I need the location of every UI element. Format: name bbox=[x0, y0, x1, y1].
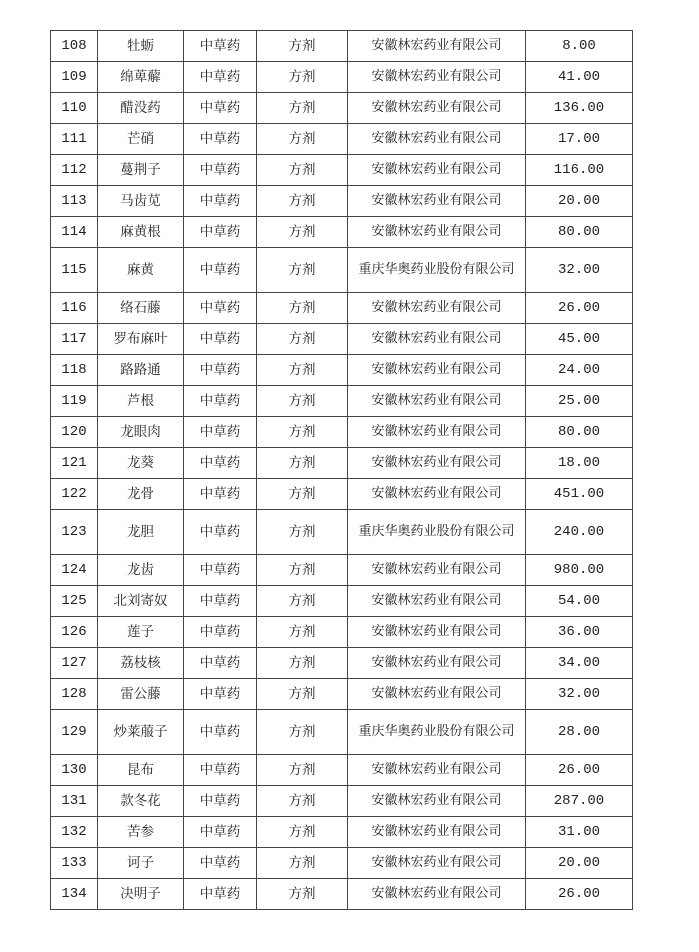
type-cell: 方剂 bbox=[257, 31, 348, 62]
drug-name-cell: 荔枝核 bbox=[98, 648, 184, 679]
supplier-cell: 安徽林宏药业有限公司 bbox=[348, 62, 526, 93]
amount-cell: 24.00 bbox=[526, 355, 633, 386]
category-cell: 中草药 bbox=[184, 786, 257, 817]
category-cell: 中草药 bbox=[184, 648, 257, 679]
category-cell: 中草药 bbox=[184, 448, 257, 479]
drug-name-cell: 苦参 bbox=[98, 817, 184, 848]
type-cell: 方剂 bbox=[257, 124, 348, 155]
type-cell: 方剂 bbox=[257, 710, 348, 755]
drug-name-cell: 牡蛎 bbox=[98, 31, 184, 62]
drug-name-cell: 路路通 bbox=[98, 355, 184, 386]
drug-name-cell: 络石藤 bbox=[98, 293, 184, 324]
category-cell: 中草药 bbox=[184, 324, 257, 355]
drug-name-cell: 决明子 bbox=[98, 879, 184, 910]
type-cell: 方剂 bbox=[257, 848, 348, 879]
amount-cell: 240.00 bbox=[526, 510, 633, 555]
category-cell: 中草药 bbox=[184, 124, 257, 155]
supplier-cell: 安徽林宏药业有限公司 bbox=[348, 817, 526, 848]
row-number-cell: 132 bbox=[51, 817, 98, 848]
category-cell: 中草药 bbox=[184, 879, 257, 910]
type-cell: 方剂 bbox=[257, 448, 348, 479]
row-number-cell: 110 bbox=[51, 93, 98, 124]
row-number-cell: 117 bbox=[51, 324, 98, 355]
supplier-cell: 重庆华奥药业股份有限公司 bbox=[348, 248, 526, 293]
row-number-cell: 134 bbox=[51, 879, 98, 910]
supplier-cell: 安徽林宏药业有限公司 bbox=[348, 448, 526, 479]
category-cell: 中草药 bbox=[184, 710, 257, 755]
type-cell: 方剂 bbox=[257, 586, 348, 617]
category-cell: 中草药 bbox=[184, 586, 257, 617]
amount-cell: 28.00 bbox=[526, 710, 633, 755]
type-cell: 方剂 bbox=[257, 648, 348, 679]
supplier-cell: 安徽林宏药业有限公司 bbox=[348, 417, 526, 448]
row-number-cell: 119 bbox=[51, 386, 98, 417]
row-number-cell: 115 bbox=[51, 248, 98, 293]
type-cell: 方剂 bbox=[257, 755, 348, 786]
amount-cell: 54.00 bbox=[526, 586, 633, 617]
drug-name-cell: 麻黄 bbox=[98, 248, 184, 293]
table-row bbox=[51, 755, 633, 786]
category-cell: 中草药 bbox=[184, 755, 257, 786]
amount-cell: 31.00 bbox=[526, 817, 633, 848]
table-row bbox=[51, 448, 633, 479]
category-cell: 中草药 bbox=[184, 617, 257, 648]
row-number-cell: 113 bbox=[51, 186, 98, 217]
type-cell: 方剂 bbox=[257, 355, 348, 386]
row-number-cell: 114 bbox=[51, 217, 98, 248]
amount-cell: 20.00 bbox=[526, 186, 633, 217]
drug-name-cell: 雷公藤 bbox=[98, 679, 184, 710]
type-cell: 方剂 bbox=[257, 248, 348, 293]
drug-name-cell: 芒硝 bbox=[98, 124, 184, 155]
row-number-cell: 130 bbox=[51, 755, 98, 786]
drug-name-cell: 马齿苋 bbox=[98, 186, 184, 217]
category-cell: 中草药 bbox=[184, 293, 257, 324]
type-cell: 方剂 bbox=[257, 879, 348, 910]
supplier-cell: 安徽林宏药业有限公司 bbox=[348, 355, 526, 386]
amount-cell: 34.00 bbox=[526, 648, 633, 679]
category-cell: 中草药 bbox=[184, 62, 257, 93]
type-cell: 方剂 bbox=[257, 324, 348, 355]
row-number-cell: 116 bbox=[51, 293, 98, 324]
supplier-cell: 安徽林宏药业有限公司 bbox=[348, 386, 526, 417]
amount-cell: 451.00 bbox=[526, 479, 633, 510]
table-row bbox=[51, 879, 633, 910]
table-row bbox=[51, 386, 633, 417]
amount-cell: 32.00 bbox=[526, 248, 633, 293]
supplier-cell: 安徽林宏药业有限公司 bbox=[348, 586, 526, 617]
amount-cell: 980.00 bbox=[526, 555, 633, 586]
table-row bbox=[51, 555, 633, 586]
amount-cell: 45.00 bbox=[526, 324, 633, 355]
category-cell: 中草药 bbox=[184, 679, 257, 710]
table-row bbox=[51, 786, 633, 817]
table-row bbox=[51, 186, 633, 217]
amount-cell: 26.00 bbox=[526, 755, 633, 786]
table-row bbox=[51, 293, 633, 324]
amount-cell: 41.00 bbox=[526, 62, 633, 93]
amount-cell: 8.00 bbox=[526, 31, 633, 62]
type-cell: 方剂 bbox=[257, 386, 348, 417]
category-cell: 中草药 bbox=[184, 386, 257, 417]
supplier-cell: 安徽林宏药业有限公司 bbox=[348, 93, 526, 124]
row-number-cell: 120 bbox=[51, 417, 98, 448]
supplier-cell: 安徽林宏药业有限公司 bbox=[348, 786, 526, 817]
category-cell: 中草药 bbox=[184, 817, 257, 848]
type-cell: 方剂 bbox=[257, 786, 348, 817]
drug-name-cell: 龙胆 bbox=[98, 510, 184, 555]
amount-cell: 287.00 bbox=[526, 786, 633, 817]
drug-procurement-table bbox=[50, 30, 633, 910]
drug-name-cell: 诃子 bbox=[98, 848, 184, 879]
type-cell: 方剂 bbox=[257, 293, 348, 324]
drug-name-cell: 醋没药 bbox=[98, 93, 184, 124]
row-number-cell: 126 bbox=[51, 617, 98, 648]
table-row bbox=[51, 586, 633, 617]
row-number-cell: 108 bbox=[51, 31, 98, 62]
supplier-cell: 安徽林宏药业有限公司 bbox=[348, 679, 526, 710]
type-cell: 方剂 bbox=[257, 479, 348, 510]
drug-name-cell: 龙眼肉 bbox=[98, 417, 184, 448]
row-number-cell: 129 bbox=[51, 710, 98, 755]
category-cell: 中草药 bbox=[184, 155, 257, 186]
supplier-cell: 安徽林宏药业有限公司 bbox=[348, 555, 526, 586]
type-cell: 方剂 bbox=[257, 93, 348, 124]
supplier-cell: 安徽林宏药业有限公司 bbox=[348, 31, 526, 62]
drug-name-cell: 炒莱菔子 bbox=[98, 710, 184, 755]
row-number-cell: 118 bbox=[51, 355, 98, 386]
category-cell: 中草药 bbox=[184, 31, 257, 62]
drug-name-cell: 芦根 bbox=[98, 386, 184, 417]
drug-name-cell: 龙骨 bbox=[98, 479, 184, 510]
supplier-cell: 安徽林宏药业有限公司 bbox=[348, 848, 526, 879]
supplier-cell: 安徽林宏药业有限公司 bbox=[348, 324, 526, 355]
amount-cell: 80.00 bbox=[526, 217, 633, 248]
amount-cell: 25.00 bbox=[526, 386, 633, 417]
type-cell: 方剂 bbox=[257, 555, 348, 586]
table-row bbox=[51, 617, 633, 648]
row-number-cell: 111 bbox=[51, 124, 98, 155]
supplier-cell: 重庆华奥药业股份有限公司 bbox=[348, 710, 526, 755]
row-number-cell: 112 bbox=[51, 155, 98, 186]
type-cell: 方剂 bbox=[257, 186, 348, 217]
category-cell: 中草药 bbox=[184, 510, 257, 555]
supplier-cell: 重庆华奥药业股份有限公司 bbox=[348, 510, 526, 555]
table-row bbox=[51, 62, 633, 93]
row-number-cell: 133 bbox=[51, 848, 98, 879]
row-number-cell: 131 bbox=[51, 786, 98, 817]
amount-cell: 80.00 bbox=[526, 417, 633, 448]
drug-name-cell: 蔓荆子 bbox=[98, 155, 184, 186]
table-row bbox=[51, 248, 633, 293]
drug-name-cell: 昆布 bbox=[98, 755, 184, 786]
category-cell: 中草药 bbox=[184, 93, 257, 124]
drug-name-cell: 罗布麻叶 bbox=[98, 324, 184, 355]
category-cell: 中草药 bbox=[184, 217, 257, 248]
row-number-cell: 121 bbox=[51, 448, 98, 479]
table-row bbox=[51, 510, 633, 555]
table-body bbox=[51, 31, 633, 910]
amount-cell: 20.00 bbox=[526, 848, 633, 879]
drug-name-cell: 麻黄根 bbox=[98, 217, 184, 248]
category-cell: 中草药 bbox=[184, 479, 257, 510]
table-row bbox=[51, 417, 633, 448]
type-cell: 方剂 bbox=[257, 155, 348, 186]
category-cell: 中草药 bbox=[184, 555, 257, 586]
type-cell: 方剂 bbox=[257, 617, 348, 648]
row-number-cell: 124 bbox=[51, 555, 98, 586]
supplier-cell: 安徽林宏药业有限公司 bbox=[348, 479, 526, 510]
drug-name-cell: 莲子 bbox=[98, 617, 184, 648]
category-cell: 中草药 bbox=[184, 355, 257, 386]
supplier-cell: 安徽林宏药业有限公司 bbox=[348, 617, 526, 648]
row-number-cell: 109 bbox=[51, 62, 98, 93]
row-number-cell: 128 bbox=[51, 679, 98, 710]
type-cell: 方剂 bbox=[257, 417, 348, 448]
amount-cell: 136.00 bbox=[526, 93, 633, 124]
table-row bbox=[51, 155, 633, 186]
supplier-cell: 安徽林宏药业有限公司 bbox=[348, 293, 526, 324]
drug-name-cell: 龙葵 bbox=[98, 448, 184, 479]
drug-name-cell: 款冬花 bbox=[98, 786, 184, 817]
category-cell: 中草药 bbox=[184, 186, 257, 217]
type-cell: 方剂 bbox=[257, 679, 348, 710]
table-row bbox=[51, 93, 633, 124]
table-row bbox=[51, 648, 633, 679]
row-number-cell: 127 bbox=[51, 648, 98, 679]
supplier-cell: 安徽林宏药业有限公司 bbox=[348, 755, 526, 786]
table-row bbox=[51, 355, 633, 386]
amount-cell: 17.00 bbox=[526, 124, 633, 155]
category-cell: 中草药 bbox=[184, 248, 257, 293]
supplier-cell: 安徽林宏药业有限公司 bbox=[348, 186, 526, 217]
table-row bbox=[51, 817, 633, 848]
supplier-cell: 安徽林宏药业有限公司 bbox=[348, 155, 526, 186]
category-cell: 中草药 bbox=[184, 417, 257, 448]
drug-name-cell: 北刘寄奴 bbox=[98, 586, 184, 617]
supplier-cell: 安徽林宏药业有限公司 bbox=[348, 124, 526, 155]
amount-cell: 18.00 bbox=[526, 448, 633, 479]
row-number-cell: 125 bbox=[51, 586, 98, 617]
drug-name-cell: 绵萆薢 bbox=[98, 62, 184, 93]
amount-cell: 116.00 bbox=[526, 155, 633, 186]
supplier-cell: 安徽林宏药业有限公司 bbox=[348, 648, 526, 679]
row-number-cell: 123 bbox=[51, 510, 98, 555]
type-cell: 方剂 bbox=[257, 217, 348, 248]
table-row bbox=[51, 479, 633, 510]
table-row bbox=[51, 124, 633, 155]
table-row bbox=[51, 710, 633, 755]
table-row bbox=[51, 679, 633, 710]
type-cell: 方剂 bbox=[257, 62, 348, 93]
row-number-cell: 122 bbox=[51, 479, 98, 510]
table-row bbox=[51, 848, 633, 879]
drug-name-cell: 龙齿 bbox=[98, 555, 184, 586]
category-cell: 中草药 bbox=[184, 848, 257, 879]
amount-cell: 36.00 bbox=[526, 617, 633, 648]
type-cell: 方剂 bbox=[257, 510, 348, 555]
type-cell: 方剂 bbox=[257, 817, 348, 848]
supplier-cell: 安徽林宏药业有限公司 bbox=[348, 879, 526, 910]
table-row bbox=[51, 217, 633, 248]
amount-cell: 26.00 bbox=[526, 879, 633, 910]
amount-cell: 32.00 bbox=[526, 679, 633, 710]
supplier-cell: 安徽林宏药业有限公司 bbox=[348, 217, 526, 248]
table-row bbox=[51, 31, 633, 62]
amount-cell: 26.00 bbox=[526, 293, 633, 324]
table-row bbox=[51, 324, 633, 355]
